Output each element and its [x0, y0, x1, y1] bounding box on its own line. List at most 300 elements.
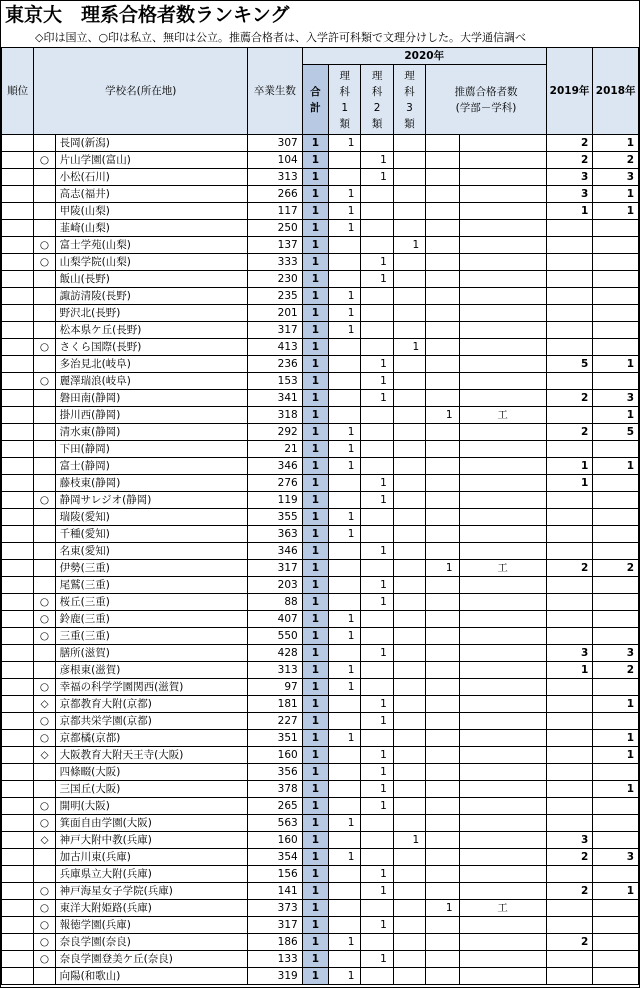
count-2019	[546, 305, 593, 322]
rika2-count	[361, 339, 393, 356]
count-2019	[546, 866, 593, 883]
table-row	[2, 475, 639, 492]
rika3-count	[393, 220, 425, 237]
count-2018: 1	[593, 883, 639, 900]
total-count: 1	[302, 815, 328, 832]
rika2-count: 1	[361, 917, 393, 934]
recommend-count	[426, 628, 459, 645]
count-2019	[546, 679, 593, 696]
rika1-count: 1	[329, 135, 361, 152]
table-row	[2, 917, 639, 934]
recommend-dept	[459, 832, 546, 849]
rika2-count	[361, 611, 393, 628]
count-2019	[546, 611, 593, 628]
rika3-count	[393, 730, 425, 747]
graduates: 141	[248, 883, 303, 900]
rika2-count	[361, 900, 393, 917]
count-2019: 3	[546, 832, 593, 849]
rank-cell	[2, 832, 34, 849]
school-name: 向陽(和歌山)	[55, 968, 247, 985]
school-name: 京都橘(京都)	[55, 730, 247, 747]
total-count: 1	[302, 237, 328, 254]
type-mark: ○	[34, 951, 55, 968]
graduates: 333	[248, 254, 303, 271]
count-2018	[593, 611, 639, 628]
count-2019	[546, 441, 593, 458]
table-row	[2, 509, 639, 526]
type-mark: ○	[34, 713, 55, 730]
school-name: 三重(三重)	[55, 628, 247, 645]
rank-cell	[2, 356, 34, 373]
table-row	[2, 560, 639, 577]
graduates: 160	[248, 832, 303, 849]
graduates: 373	[248, 900, 303, 917]
table-row	[2, 424, 639, 441]
total-count: 1	[302, 203, 328, 220]
rika2-count: 1	[361, 764, 393, 781]
total-count: 1	[302, 951, 328, 968]
count-2018	[593, 526, 639, 543]
recommend-count	[426, 849, 459, 866]
rika2-count	[361, 509, 393, 526]
table-row	[2, 203, 639, 220]
rika2-count: 1	[361, 883, 393, 900]
recommend-count	[426, 730, 459, 747]
total-count: 1	[302, 594, 328, 611]
rank-cell	[2, 747, 34, 764]
total-count: 1	[302, 390, 328, 407]
rika1-count	[329, 696, 361, 713]
rank-cell	[2, 645, 34, 662]
count-2019	[546, 288, 593, 305]
type-mark: ○	[34, 883, 55, 900]
count-2018: 1	[593, 135, 639, 152]
recommend-count	[426, 543, 459, 560]
rank-cell	[2, 696, 34, 713]
graduates: 203	[248, 577, 303, 594]
recommend-count	[426, 798, 459, 815]
type-mark	[34, 968, 55, 985]
rika1-count	[329, 169, 361, 186]
recommend-count	[426, 475, 459, 492]
graduates: 201	[248, 305, 303, 322]
rika1-count: 1	[329, 611, 361, 628]
header-rika-1: 理 科 1 類	[329, 65, 361, 135]
rika1-count	[329, 339, 361, 356]
count-2019	[546, 798, 593, 815]
rank-cell	[2, 492, 34, 509]
rika3-count	[393, 781, 425, 798]
rika3-count	[393, 152, 425, 169]
count-2018	[593, 577, 639, 594]
recommend-dept	[459, 951, 546, 968]
rika2-count	[361, 220, 393, 237]
school-name: 伊勢(三重)	[55, 560, 247, 577]
rika3-count	[393, 509, 425, 526]
count-2018	[593, 305, 639, 322]
total-count: 1	[302, 934, 328, 951]
school-name: 兵庫県立大附(兵庫)	[55, 866, 247, 883]
recommend-dept	[459, 883, 546, 900]
count-2019	[546, 509, 593, 526]
graduates: 351	[248, 730, 303, 747]
school-name: 大阪教育大附天王寺(大阪)	[55, 747, 247, 764]
type-mark: ○	[34, 339, 55, 356]
total-count: 1	[302, 305, 328, 322]
recommend-count	[426, 203, 459, 220]
rika2-count: 1	[361, 492, 393, 509]
rika1-count: 1	[329, 305, 361, 322]
recommend-count	[426, 305, 459, 322]
count-2018	[593, 764, 639, 781]
type-mark	[34, 203, 55, 220]
rika3-count	[393, 900, 425, 917]
rank-cell	[2, 883, 34, 900]
rika1-count: 1	[329, 322, 361, 339]
rank-cell	[2, 866, 34, 883]
rank-cell	[2, 543, 34, 560]
table-row	[2, 373, 639, 390]
rika2-count: 1	[361, 951, 393, 968]
rank-cell	[2, 254, 34, 271]
type-mark: ◇	[34, 747, 55, 764]
school-name: 尾鷲(三重)	[55, 577, 247, 594]
rika2-count: 1	[361, 696, 393, 713]
recommend-dept	[459, 288, 546, 305]
count-2018	[593, 475, 639, 492]
count-2018: 1	[593, 730, 639, 747]
rika3-count	[393, 271, 425, 288]
rank-cell	[2, 764, 34, 781]
total-count: 1	[302, 441, 328, 458]
total-count: 1	[302, 696, 328, 713]
graduates: 317	[248, 322, 303, 339]
school-name: 藤枝東(静岡)	[55, 475, 247, 492]
recommend-count	[426, 288, 459, 305]
rika3-count	[393, 764, 425, 781]
recommend-dept	[459, 798, 546, 815]
count-2019: 2	[546, 934, 593, 951]
total-count: 1	[302, 798, 328, 815]
school-name: 磐田南(静岡)	[55, 390, 247, 407]
recommend-dept	[459, 849, 546, 866]
rika1-count	[329, 237, 361, 254]
rika3-count	[393, 441, 425, 458]
rika3-count	[393, 526, 425, 543]
table-row	[2, 628, 639, 645]
table-row	[2, 696, 639, 713]
rika1-count: 1	[329, 730, 361, 747]
rika1-count	[329, 543, 361, 560]
type-mark	[34, 390, 55, 407]
rika3-count	[393, 883, 425, 900]
rika1-count	[329, 951, 361, 968]
type-mark: ○	[34, 611, 55, 628]
type-mark	[34, 560, 55, 577]
school-name: 長岡(新潟)	[55, 135, 247, 152]
type-mark	[34, 305, 55, 322]
table-row	[2, 186, 639, 203]
graduates: 181	[248, 696, 303, 713]
rika2-count	[361, 288, 393, 305]
rika2-count	[361, 968, 393, 985]
total-count: 1	[302, 730, 328, 747]
recommend-count	[426, 509, 459, 526]
table-row	[2, 645, 639, 662]
recommend-dept	[459, 509, 546, 526]
count-2019: 5	[546, 356, 593, 373]
rika1-count	[329, 254, 361, 271]
recommend-count	[426, 662, 459, 679]
rika3-count	[393, 747, 425, 764]
school-name: 三国丘(大阪)	[55, 781, 247, 798]
type-mark: ◇	[34, 696, 55, 713]
rika3-count	[393, 560, 425, 577]
count-2018	[593, 220, 639, 237]
count-2019	[546, 339, 593, 356]
recommend-dept	[459, 526, 546, 543]
rika3-count: 1	[393, 339, 425, 356]
total-count: 1	[302, 747, 328, 764]
rika1-count	[329, 747, 361, 764]
recommend-dept	[459, 373, 546, 390]
rika3-count	[393, 305, 425, 322]
graduates: 346	[248, 458, 303, 475]
rika2-count	[361, 679, 393, 696]
header-year-2020: 2020年	[302, 48, 546, 65]
rika2-count	[361, 237, 393, 254]
rika3-count	[393, 849, 425, 866]
rank-cell	[2, 798, 34, 815]
header-recommendation: 推薦合格者数 (学部－学科)	[426, 65, 547, 135]
graduates: 133	[248, 951, 303, 968]
type-mark: ○	[34, 152, 55, 169]
rank-cell	[2, 373, 34, 390]
rika1-count	[329, 577, 361, 594]
rika2-count	[361, 662, 393, 679]
recommend-dept	[459, 730, 546, 747]
recommend-dept	[459, 577, 546, 594]
rank-cell	[2, 271, 34, 288]
rika3-count	[393, 169, 425, 186]
count-2018: 1	[593, 356, 639, 373]
rank-cell	[2, 152, 34, 169]
graduates: 354	[248, 849, 303, 866]
count-2018: 2	[593, 152, 639, 169]
recommend-count	[426, 220, 459, 237]
count-2019	[546, 526, 593, 543]
rika3-count	[393, 424, 425, 441]
total-count: 1	[302, 781, 328, 798]
rank-cell	[2, 220, 34, 237]
rika3-count: 1	[393, 237, 425, 254]
recommend-count	[426, 696, 459, 713]
total-count: 1	[302, 968, 328, 985]
rika1-count	[329, 883, 361, 900]
rank-cell	[2, 968, 34, 985]
graduates: 236	[248, 356, 303, 373]
rika3-count	[393, 577, 425, 594]
graduates: 276	[248, 475, 303, 492]
recommend-count	[426, 526, 459, 543]
table-row	[2, 526, 639, 543]
count-2019	[546, 407, 593, 424]
table-row	[2, 730, 639, 747]
rika1-count	[329, 781, 361, 798]
count-2018	[593, 679, 639, 696]
graduates: 156	[248, 866, 303, 883]
rika1-count	[329, 594, 361, 611]
count-2019: 1	[546, 458, 593, 475]
rika2-count: 1	[361, 356, 393, 373]
graduates: 119	[248, 492, 303, 509]
rika1-count	[329, 492, 361, 509]
rika1-count: 1	[329, 628, 361, 645]
type-mark: ○	[34, 373, 55, 390]
count-2018	[593, 934, 639, 951]
rika2-count: 1	[361, 866, 393, 883]
recommend-count	[426, 815, 459, 832]
count-2018	[593, 288, 639, 305]
count-2019	[546, 543, 593, 560]
count-2019	[546, 594, 593, 611]
total-count: 1	[302, 424, 328, 441]
rika1-count	[329, 356, 361, 373]
rika3-count	[393, 458, 425, 475]
count-2018	[593, 254, 639, 271]
recommend-dept: 工	[459, 407, 546, 424]
rika3-count	[393, 628, 425, 645]
recommend-dept: 工	[459, 560, 546, 577]
school-name: 富士学苑(山梨)	[55, 237, 247, 254]
header-2018: 2018年	[593, 48, 639, 135]
rank-cell	[2, 186, 34, 203]
recommend-count	[426, 594, 459, 611]
recommend-count	[426, 951, 459, 968]
rika3-count	[393, 968, 425, 985]
school-name: 山梨学院(山梨)	[55, 254, 247, 271]
rika3-count	[393, 135, 425, 152]
recommend-count	[426, 645, 459, 662]
rika2-count	[361, 526, 393, 543]
recommend-count	[426, 186, 459, 203]
school-name: 韮崎(山梨)	[55, 220, 247, 237]
graduates: 407	[248, 611, 303, 628]
rank-cell	[2, 169, 34, 186]
graduates: 227	[248, 713, 303, 730]
graduates: 317	[248, 560, 303, 577]
table-row	[2, 305, 639, 322]
rank-cell	[2, 713, 34, 730]
count-2018	[593, 543, 639, 560]
rika3-count	[393, 373, 425, 390]
count-2019	[546, 577, 593, 594]
graduates: 160	[248, 747, 303, 764]
rika1-count	[329, 475, 361, 492]
count-2018	[593, 968, 639, 985]
rika1-count	[329, 271, 361, 288]
recommend-count	[426, 611, 459, 628]
rank-cell	[2, 628, 34, 645]
table-row	[2, 543, 639, 560]
graduates: 117	[248, 203, 303, 220]
rika2-count: 1	[361, 254, 393, 271]
school-name: 富士(静岡)	[55, 458, 247, 475]
rika1-count: 1	[329, 679, 361, 696]
rika3-count	[393, 815, 425, 832]
table-row	[2, 322, 639, 339]
count-2018: 1	[593, 458, 639, 475]
recommend-count	[426, 883, 459, 900]
school-name: 片山学園(富山)	[55, 152, 247, 169]
total-count: 1	[302, 645, 328, 662]
table-row	[2, 798, 639, 815]
rika2-count: 1	[361, 747, 393, 764]
total-count: 1	[302, 577, 328, 594]
rika2-count: 1	[361, 373, 393, 390]
table-row	[2, 781, 639, 798]
table-row	[2, 832, 639, 849]
rika1-count: 1	[329, 203, 361, 220]
count-2018: 1	[593, 186, 639, 203]
rika1-count: 1	[329, 288, 361, 305]
table-row	[2, 764, 639, 781]
table-row	[2, 288, 639, 305]
recommend-count	[426, 679, 459, 696]
count-2018	[593, 815, 639, 832]
type-mark: ○	[34, 492, 55, 509]
count-2019: 1	[546, 203, 593, 220]
graduates: 235	[248, 288, 303, 305]
rank-cell	[2, 679, 34, 696]
table-row	[2, 169, 639, 186]
type-mark: ○	[34, 254, 55, 271]
graduates: 88	[248, 594, 303, 611]
recommend-dept	[459, 968, 546, 985]
type-mark: ○	[34, 730, 55, 747]
recommend-dept: 工	[459, 900, 546, 917]
type-mark	[34, 186, 55, 203]
count-2019: 2	[546, 560, 593, 577]
rank-cell	[2, 611, 34, 628]
rank-cell	[2, 441, 34, 458]
count-2019	[546, 237, 593, 254]
total-count: 1	[302, 288, 328, 305]
total-count: 1	[302, 764, 328, 781]
recommend-dept	[459, 475, 546, 492]
table-row	[2, 458, 639, 475]
rank-cell	[2, 135, 34, 152]
type-mark	[34, 662, 55, 679]
recommend-count	[426, 781, 459, 798]
rank-cell	[2, 305, 34, 322]
school-name: 麗澤瑞浪(岐阜)	[55, 373, 247, 390]
recommend-dept	[459, 458, 546, 475]
count-2019: 1	[546, 475, 593, 492]
total-count: 1	[302, 169, 328, 186]
recommend-count	[426, 135, 459, 152]
school-name: 奈良学園(奈良)	[55, 934, 247, 951]
page-title: 東京大 理系合格者数ランキング	[5, 4, 290, 26]
count-2019: 3	[546, 186, 593, 203]
school-name: 彦根東(滋賀)	[55, 662, 247, 679]
rika2-count	[361, 441, 393, 458]
rank-cell	[2, 951, 34, 968]
rank-cell	[2, 509, 34, 526]
recommend-dept	[459, 203, 546, 220]
count-2018	[593, 866, 639, 883]
rika1-count	[329, 917, 361, 934]
